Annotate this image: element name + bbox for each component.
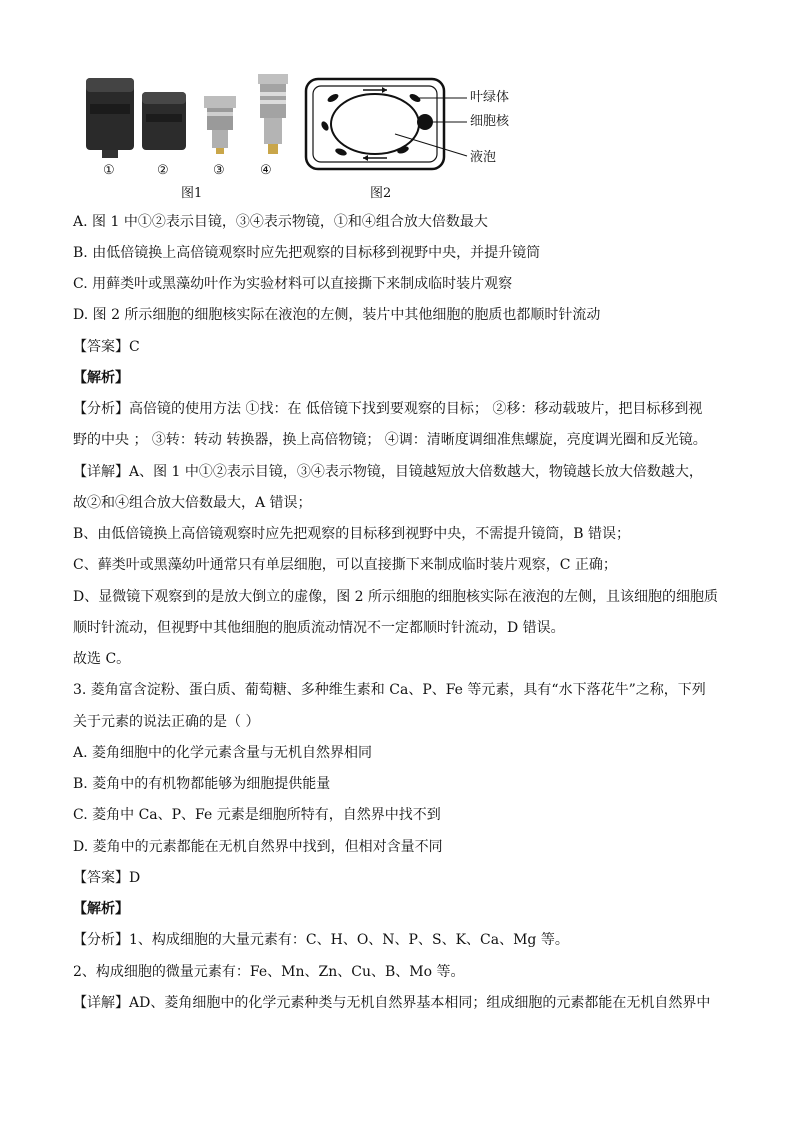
objective-3-image <box>204 96 236 154</box>
figure2-label-chloroplast: 叶绿体 <box>470 90 510 105</box>
conclusion-line: 故选 C。 <box>73 651 131 667</box>
q3-analysis-text-1: 【分析】1、构成细胞的大量元素有：C、H、O、N、P、S、K、Ca、Mg 等。 <box>73 932 569 948</box>
q3-option-a: A. 菱角细胞中的化学元素含量与无机自然界相同 <box>73 745 373 761</box>
detail-text-5: D、显微镜下观察到的是放大倒立的虚像，图 2 所示细胞的细胞核实际在液泡的左侧，且该细胞的细胞质 <box>73 589 719 605</box>
eyepiece-2-image <box>142 92 186 150</box>
detail-text-6: 顺时针流动，但视野中其他细胞的胞质流动情况不一定都顺时针流动，D 错误。 <box>73 620 565 636</box>
figure1-label-2: ② <box>157 163 169 178</box>
detail-text-4: C、藓类叶或黑藻幼叶通常只有单层细胞，可以直接撕下来制成临时装片观察，C 正确； <box>73 557 617 573</box>
q3-analysis-heading: 【解析】 <box>73 901 129 917</box>
q3-option-b: B. 菱角中的有机物都能够为细胞提供能量 <box>73 776 331 792</box>
question-3-stem-2: 关于元素的说法正确的是（ ） <box>73 714 260 730</box>
q3-option-d: D. 菱角中的元素都能在无机自然界中找到，但相对含量不同 <box>73 839 443 855</box>
detail-text-1: 【详解】A、图 1 中①②表示目镜，③④表示物镜，目镜越短放大倍数越大，物镜越长放大倍数越大， <box>73 464 703 480</box>
answer-line: 【答案】C <box>73 339 140 355</box>
figure2-label-nucleus: 细胞核 <box>470 114 510 129</box>
question-3-stem-1: 3. 菱角富含淀粉、蛋白质、葡萄糖、多种维生素和 Ca、P、Fe 等元素，具有“水下落花牛”之称，下列 <box>73 682 706 698</box>
figure2-label-vacuole: 液泡 <box>470 150 497 165</box>
eyepiece-1-image <box>86 78 134 158</box>
option-d: D. 图 2 所示细胞的细胞核实际在液泡的左侧，装片中其他细胞的胞质也都顺时针流动 <box>73 307 601 323</box>
figure1-label-1: ① <box>103 163 115 178</box>
detail-text-2: 故②和④组合放大倍数最大，A 错误； <box>73 495 312 511</box>
option-b: B. 由低倍镜换上高倍镜观察时应先把观察的目标移到视野中央，并提升镜筒 <box>73 245 541 261</box>
figure2-caption: 图2 <box>370 186 392 201</box>
analysis-text-1: 【分析】高倍镜的使用方法 ①找：在 低倍镜下找到要观察的目标； ②移：移动载玻片，把目标移到视 <box>73 401 703 417</box>
q3-option-c: C. 菱角中 Ca、P、Fe 元素是细胞所特有，自然界中找不到 <box>73 807 441 823</box>
figure1-caption: 图1 <box>181 186 203 201</box>
q3-detail-text-1: 【详解】AD、菱角细胞中的化学元素种类与无机自然界基本相同；组成细胞的元素都能在无机自然界中 <box>73 995 711 1011</box>
q3-analysis-text-2: 2、构成细胞的微量元素有：Fe、Mn、Zn、Cu、B、Mo 等。 <box>73 964 465 980</box>
analysis-heading: 【解析】 <box>73 370 129 386</box>
option-a: A. 图 1 中①②表示目镜，③④表示物镜，①和④组合放大倍数最大 <box>73 214 488 230</box>
figure1-label-4: ④ <box>260 163 272 178</box>
q3-answer-line: 【答案】D <box>73 870 141 886</box>
analysis-text-2: 野的中央 ； ③转：转动 转换器，换上高倍物镜； ④调：清晰度调细准焦螺旋，亮度调光圈和反光镜。 <box>73 432 707 448</box>
detail-text-3: B、由低倍镜换上高倍镜观察时应先把观察的目标移到视野中央，不需提升镜筒，B 错误； <box>73 526 631 542</box>
option-c: C. 用藓类叶或黑藻幼叶作为实验材料可以直接撕下来制成临时装片观察 <box>73 276 513 292</box>
figure1-label-3: ③ <box>213 163 225 178</box>
objective-4-image <box>258 74 288 154</box>
figure1-lens-photo <box>80 70 295 165</box>
